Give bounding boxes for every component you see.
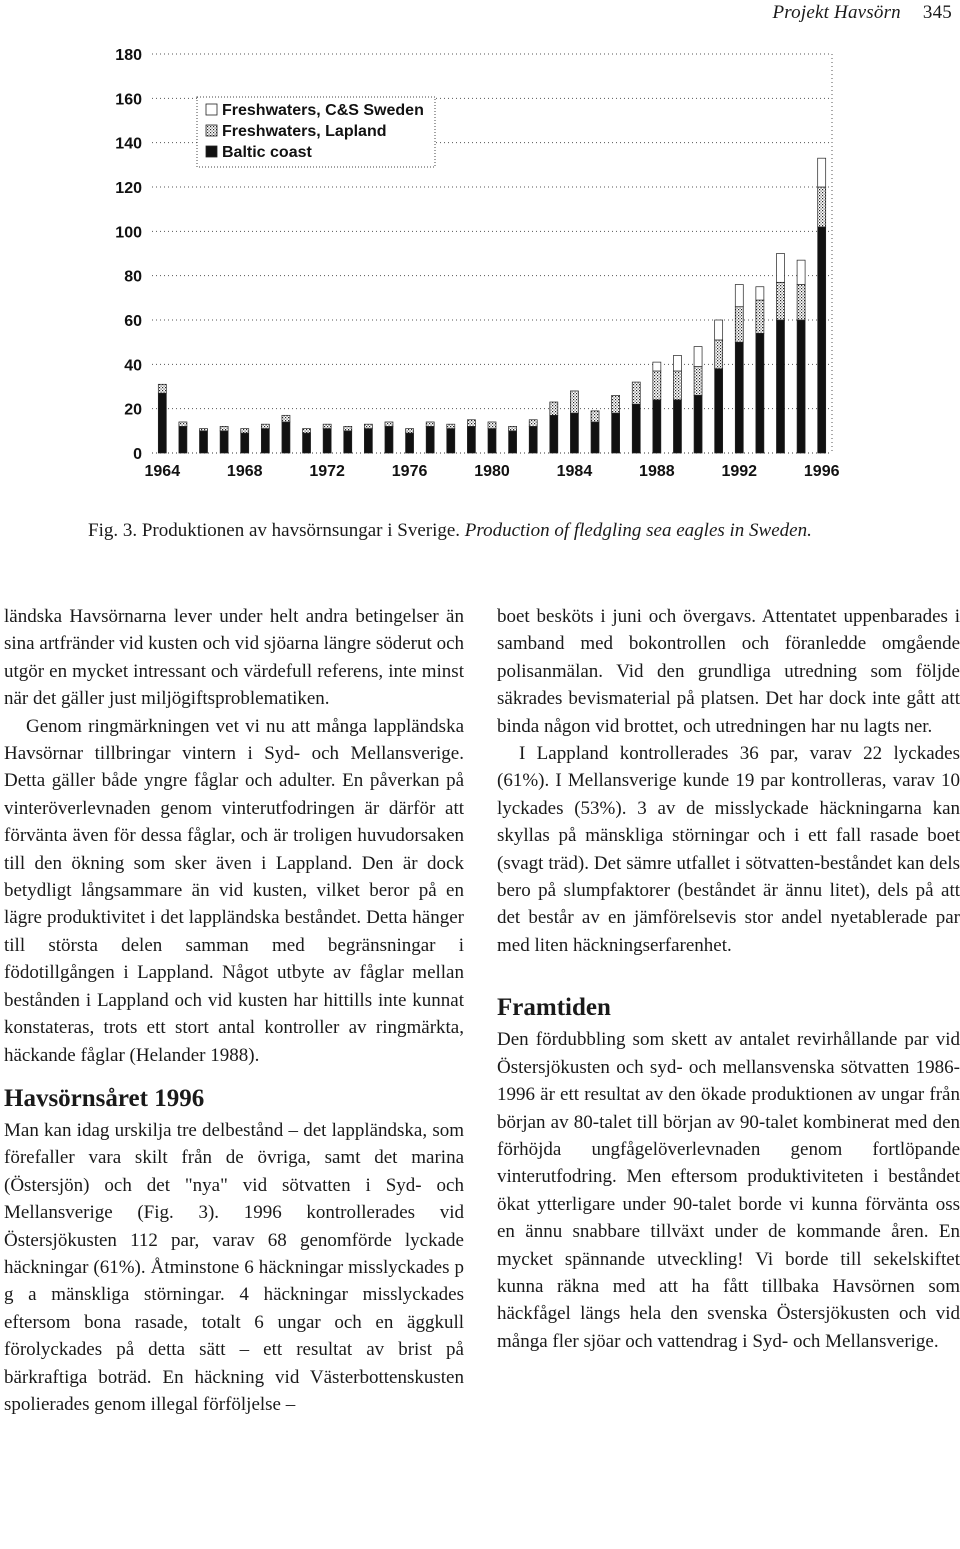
x-axis bbox=[145, 463, 840, 480]
y-tick-label: 80 bbox=[124, 268, 142, 286]
y-axis bbox=[115, 47, 142, 463]
bar-segment bbox=[261, 429, 269, 453]
bar-segment bbox=[200, 429, 208, 431]
bar-segment bbox=[261, 424, 269, 428]
x-tick-label: 1980 bbox=[474, 463, 510, 480]
caption-english: Production of fledgling sea eagles in Sweden. bbox=[464, 520, 812, 541]
bar-segment bbox=[488, 422, 496, 429]
bar-segment bbox=[158, 384, 166, 393]
bar-segment bbox=[776, 320, 784, 453]
bar-segment bbox=[509, 426, 517, 430]
bar-segment bbox=[570, 413, 578, 453]
running-head-title: Projekt Havsörn bbox=[772, 2, 901, 23]
bar-segment bbox=[406, 433, 414, 453]
bar-segment bbox=[673, 371, 681, 400]
bar-segment bbox=[735, 285, 743, 307]
page-number: 345 bbox=[922, 2, 952, 23]
bar-segment bbox=[694, 395, 702, 453]
bar-segment bbox=[797, 260, 805, 284]
bar-segment bbox=[653, 371, 661, 400]
bar-segment bbox=[406, 429, 414, 433]
bar-segment bbox=[364, 424, 372, 428]
paragraph: boet besköts i juni och övergavs. Attentatet uppenbarades i samband med bokontrollen och föranledde omgående polisanmälan. Vid den grundliga utredning som följde säkrades bevismaterial på platsen. Det har dock inte gått att binda någon vid brottet, och utredningen har nu lagts ner. bbox=[497, 606, 960, 737]
bar-segment bbox=[282, 415, 290, 422]
x-tick-label: 1972 bbox=[309, 463, 345, 480]
bar-segment bbox=[653, 400, 661, 453]
bar-segment bbox=[818, 227, 826, 453]
bar-segment bbox=[344, 431, 352, 453]
bar-segment bbox=[241, 429, 249, 433]
bar-segment bbox=[591, 411, 599, 422]
bar-segment bbox=[179, 422, 187, 426]
bar-segment bbox=[632, 404, 640, 453]
bar-segment bbox=[529, 420, 537, 427]
chart-legend bbox=[197, 97, 435, 167]
x-tick-label: 1964 bbox=[144, 463, 181, 480]
bar-segment bbox=[303, 429, 311, 433]
bar-segment bbox=[550, 402, 558, 415]
y-tick-label: 20 bbox=[124, 401, 142, 419]
bar-segment bbox=[797, 320, 805, 453]
bar-segment bbox=[797, 285, 805, 320]
bar-segment bbox=[447, 429, 455, 453]
legend-label: Freshwaters, C&S Sweden bbox=[222, 102, 424, 119]
bar-segment bbox=[756, 300, 764, 333]
bar-segment bbox=[715, 369, 723, 453]
bar-segment bbox=[673, 400, 681, 453]
bar-segment bbox=[426, 422, 434, 426]
legend-swatch bbox=[206, 104, 217, 115]
bar-segment bbox=[426, 426, 434, 453]
legend-swatch bbox=[206, 146, 217, 157]
bar-segment bbox=[818, 158, 826, 187]
paragraph: Den fördubbling som skett av antalet revirhållande par vid Östersjökusten och syd- och mellansvenska sötvatten 1986-1996 är ett resultat av den ökade produktionen av ungar från början av 80-talet till början av 90-talet kombinerat med den förhöjda ungfågelöverlevnaden genom fortlöpande vinterutfodring. Men eftersom produktiviteten i beståndet ökat ytterligare under 90-talet borde vi kunna förvänta oss en ännu snabbare tillväxt under de kommande åren. En mycket spännande utveckling! Vi borde till sekelskiftet kunna räkna med att ha fått tillbaka Havsörnen som häckfågel längs hela den svenska Östersjökusten och vid många fler sjöar och vattendrag i Syd- och Mellansverige. bbox=[497, 1029, 960, 1352]
legend-label: Baltic coast bbox=[222, 144, 312, 161]
bar-segment bbox=[776, 254, 784, 283]
bar-segment bbox=[241, 433, 249, 453]
bar-segment bbox=[715, 340, 723, 369]
y-tick-label: 140 bbox=[115, 135, 142, 153]
bar-segment bbox=[632, 382, 640, 404]
bar-segment bbox=[756, 287, 764, 300]
figure-caption bbox=[88, 520, 960, 542]
x-tick-label: 1968 bbox=[226, 463, 263, 480]
bar-segment bbox=[179, 426, 187, 453]
bar-segment bbox=[735, 342, 743, 453]
legend-swatch bbox=[206, 125, 217, 136]
bar-segment bbox=[673, 355, 681, 371]
right-column bbox=[497, 603, 960, 1355]
bar-segment bbox=[447, 424, 455, 428]
y-tick-label: 120 bbox=[115, 180, 142, 197]
y-tick-label: 60 bbox=[124, 313, 142, 330]
production-bar-chart bbox=[0, 0, 960, 500]
bar-segment bbox=[612, 413, 620, 453]
bar-segment bbox=[220, 426, 228, 430]
bar-segment bbox=[591, 422, 599, 453]
y-tick-label: 40 bbox=[124, 357, 142, 375]
bar-segment bbox=[344, 426, 352, 430]
x-tick-label: 1976 bbox=[391, 463, 428, 480]
bar-segment bbox=[467, 420, 475, 427]
x-tick-label: 1992 bbox=[721, 463, 758, 480]
bar-segment bbox=[323, 424, 331, 428]
bar-segment bbox=[612, 395, 620, 413]
paragraph: ländska Havsörnarna lever under helt andra betingelser än sina artfränder vid kusten och vid sjöarna längre söderut och utgör en mycket intressant och värdefull referens, inte minst när det gäller just miljögiftsproblematiken. bbox=[4, 606, 464, 710]
bar-segment bbox=[385, 422, 393, 426]
bar-segment bbox=[200, 431, 208, 453]
bar-segment bbox=[303, 433, 311, 453]
x-tick-label: 1984 bbox=[556, 463, 593, 480]
bar-segment bbox=[364, 429, 372, 453]
bar-segment bbox=[509, 431, 517, 453]
bar-segment bbox=[220, 431, 228, 453]
bar-segment bbox=[694, 347, 702, 367]
x-tick-label: 1988 bbox=[639, 463, 675, 480]
y-tick-label: 180 bbox=[115, 47, 142, 64]
legend-label: Freshwaters, Lapland bbox=[222, 123, 387, 140]
bar-segment bbox=[756, 333, 764, 453]
bar-segment bbox=[323, 429, 331, 453]
bar-segment bbox=[385, 426, 393, 453]
paragraph: I Lappland kontrollerades 36 par, varav 22 lyckades (61%). I Mellansverige kunde 19 par kontrolleras, varav 10 lyckades (53%). 3 av de misslyckade häckningarna kan skyllas på mänskliga störningar och i ett fall rasade boet (svagt träd). Det sämre utfallet i sötvatten-beståndet kan dels bero på slumpfaktorer (beståndet är ännu litet), dels på att det består av en jämförelsevis stor andel nyetablerade par med liten häckningserfarenhet. bbox=[497, 743, 960, 956]
bar-segment bbox=[776, 282, 784, 320]
paragraph: Man kan idag urskilja tre delbestånd – det lappländska, som förefaller vara skilt från de övriga, samt det marina (Östersjön) och det "nya" vid sötvatten i Syd- och Mellansverige (Fig. 3). 1996 kontrollerades vid Östersjökusten 112 par, varav 68 genomförde lyckade häckningar (61%). Åtminstone 6 häckningar misslyckades p g a mänskliga störningar. 4 häckningar misslyckades eftersom bona rasade, totalt 6 ungar och en äggkull förolyckades på detta sätt – ett resultat av brist på bärkraftiga boträd. En häckning vid Västerbottenskusten spolierades genom illegal förföljelse – bbox=[4, 1119, 464, 1415]
bar-segment bbox=[282, 422, 290, 453]
y-tick-label: 0 bbox=[133, 446, 142, 463]
x-tick-label: 1996 bbox=[803, 463, 840, 480]
bar-segment bbox=[467, 426, 475, 453]
y-tick-label: 160 bbox=[115, 91, 142, 109]
bar-segment bbox=[694, 367, 702, 396]
section-heading: Framtiden bbox=[497, 994, 611, 1022]
bar-segment bbox=[818, 187, 826, 227]
section-heading: Havsörnsåret 1996 bbox=[4, 1084, 205, 1112]
bar-segment bbox=[158, 393, 166, 453]
left-column bbox=[4, 603, 464, 1418]
bar-segment bbox=[488, 429, 496, 453]
bar-segment bbox=[529, 426, 537, 453]
bar-segment bbox=[735, 307, 743, 342]
y-tick-label: 100 bbox=[115, 224, 142, 242]
bar-segment bbox=[715, 320, 723, 340]
bar-segment bbox=[550, 415, 558, 453]
caption-swedish: Fig. 3. Produktionen av havsörnsungar i Sverige. bbox=[88, 520, 461, 541]
bar-segment bbox=[653, 362, 661, 371]
bar-segment bbox=[570, 391, 578, 413]
paragraph: Genom ringmärkningen vet vi nu att många lappländska Havsörnar tillbringar vintern i Syd- och Mellansverige. Detta gäller både yngre fåglar och adulter. En påverkan på vinteröverlevnaden genom vinterutfodringen är därför att förvänta även för dessa fåglar, och är troligen huvudorsaken till den ökning som sker även i Lappland. Den är dock betydligt långsammare än vid kusten, vilket beror på en lägre produktivitet i det lappländska beståndet. Detta hänger till största delen samman med begränsningar i födotillgången i Lappland. Något utbyte av fåglar mellan bestånden i Lappland och vid kusten har hittills inte kunnat konstateras, trots ett stort antal kontroller av ringmärkta, häckande fåglar (Helander 1988). bbox=[4, 715, 464, 1066]
